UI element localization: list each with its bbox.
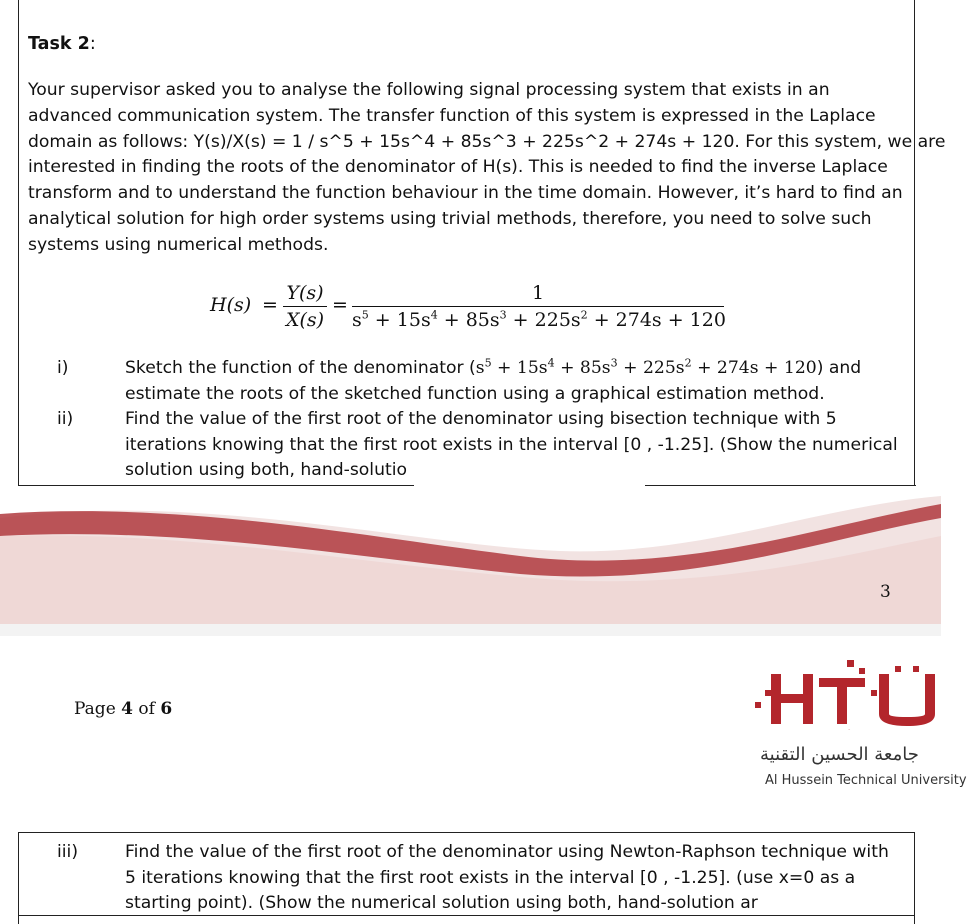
page-counter-text: of	[133, 699, 161, 719]
paragraph-line: interested in finding the roots of the denominator of H(s). This is needed to find the inverse Laplace	[28, 157, 888, 178]
item-line: estimate the roots of the sketched function using a graphical estimation method.	[125, 383, 825, 404]
page-counter	[74, 699, 172, 719]
inline-polynomial	[476, 358, 817, 378]
item-line: solution using both, hand-solutio	[125, 460, 407, 480]
logo-arabic-name: جامعة الحسين التقنية	[760, 744, 919, 765]
fraction-numerator: 1	[531, 282, 545, 304]
task-title	[28, 34, 96, 54]
item-line: iterations knowing that the first root exists in the interval [0 , -1.25]. (Show the numerical	[125, 434, 898, 455]
item-line: starting point). (Show the numerical solution using both, hand-solution ar	[125, 893, 758, 913]
term: + 274s + 120	[691, 358, 817, 378]
item-marker: ii)	[57, 409, 74, 429]
page-total: 6	[160, 699, 173, 719]
term: + 225s	[617, 358, 685, 378]
exponent: 5	[484, 356, 492, 370]
task-description	[28, 78, 946, 259]
page-counter-text: Page	[74, 699, 122, 719]
term: + 15s	[491, 358, 548, 378]
exponent: 3	[499, 308, 507, 322]
item-line: Find the value of the first root of the denominator using bisection technique with 5	[125, 409, 837, 429]
fraction-numerator: Y(s)	[286, 282, 324, 304]
exponent: 4	[430, 308, 438, 322]
paragraph-line: systems using numerical methods.	[28, 234, 329, 255]
task-title-bold: Task 2	[28, 34, 90, 54]
task-box-bottom-border-right	[645, 485, 916, 486]
transfer-function-equation	[210, 280, 730, 340]
item-line	[125, 356, 861, 382]
task-item-iii	[57, 840, 907, 918]
term: + 225s	[506, 309, 581, 331]
term: s	[352, 309, 362, 331]
polynomial-denominator	[352, 306, 724, 333]
paragraph-line: analytical solution for high order systems using trivial methods, therefore, you need to solve such	[28, 208, 872, 229]
task-item-i	[57, 356, 907, 408]
item-marker: i)	[57, 358, 69, 378]
logo-english-name: Al Hussein Technical University	[765, 773, 967, 788]
paragraph-line: domain as follows: Y(s)/X(s) = 1 / s^5 + 15s^4 + 85s^3 + 225s^2 + 274s + 120. For this system, we are	[28, 131, 946, 152]
logo-mark-text: HTU	[848, 730, 851, 731]
ratio-fraction	[283, 280, 327, 333]
exponent: 2	[684, 356, 692, 370]
task-box-bottom-border	[18, 485, 414, 486]
equals-sign: =	[332, 294, 348, 316]
fraction-denominator: X(s)	[283, 306, 327, 333]
paragraph-line: advanced communication system. The transfer function of this system is expressed in the Laplace	[28, 105, 876, 126]
equals-sign: =	[262, 294, 278, 316]
item-text: ) and	[816, 358, 862, 378]
term: s	[475, 358, 485, 378]
task-title-colon: :	[89, 34, 96, 54]
paragraph-line: Your supervisor asked you to analyse the following signal processing system that exists in an	[28, 80, 830, 100]
footer-wave-decoration	[0, 496, 941, 636]
exponent: 4	[547, 356, 555, 370]
item-text: Sketch the function of the denominator (	[125, 358, 476, 378]
term: + 15s	[368, 309, 431, 331]
term: + 274s + 120	[587, 309, 726, 331]
exponent: 2	[580, 308, 588, 322]
term: + 85s	[554, 358, 611, 378]
item-line: Find the value of the first root of the denominator using Newton-Raphson technique with	[125, 842, 889, 862]
page-number: 3	[880, 582, 891, 602]
exponent: 3	[610, 356, 618, 370]
paragraph-line: transform and to understand the function behaviour in the time domain. However, it’s hard to find an	[28, 183, 903, 204]
item-line: 5 iterations knowing that the first root exists in the interval [0 , -1.25]. (use x=0 as a	[125, 867, 856, 888]
htu-logo	[755, 660, 941, 730]
task-item-ii	[57, 407, 907, 485]
page-current: 4	[121, 699, 134, 719]
polynomial-fraction	[352, 280, 724, 333]
wave-bottom-strip	[0, 624, 941, 636]
item-marker: iii)	[57, 842, 79, 862]
equation-lhs: H(s)	[210, 294, 252, 316]
exponent: 5	[361, 308, 369, 322]
term: + 85s	[437, 309, 500, 331]
